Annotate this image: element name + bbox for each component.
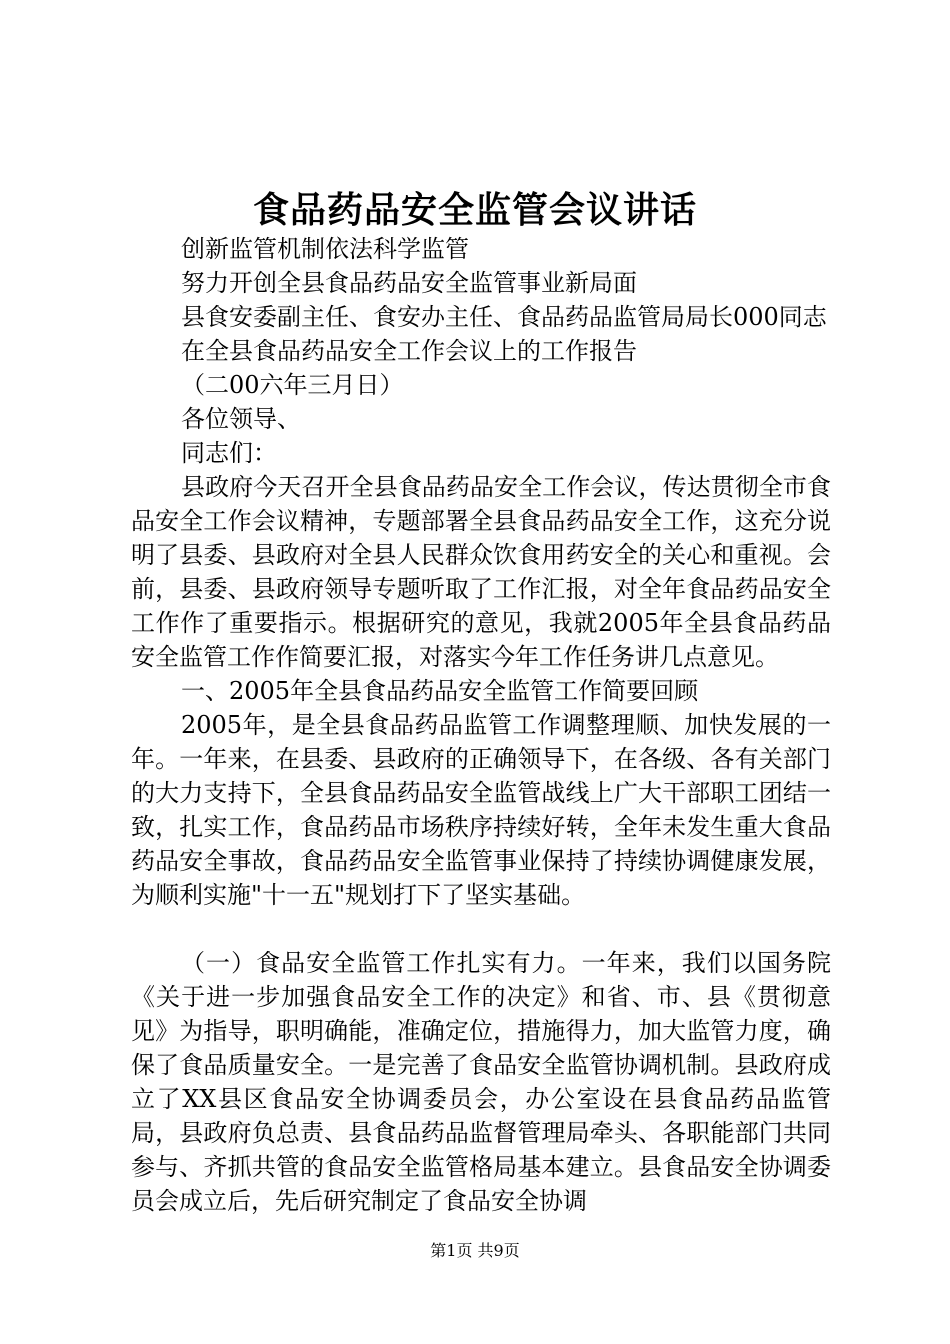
report-title-line: 在全县食品药品安全工作会议上的工作报告 [181,337,637,365]
paragraph-food-safety: （一）食品安全监管工作扎实有力。一年来，我们以国务院《关于进一步加强食品安全工作的决定》和省、市、县《贯彻意见》为指导，职明确能，准确定位，措施得力，加大监管力度，确保了食品质量安全。一是完善了食品安全监管协调机制。县政府成立了XX县区食品安全协调委员会，办公室设在县食品药品监管局，县政府负总责、县食品药品监督管理局牵头、各职能部门共同参与、齐抓共管的食品安全监管格局基本建立。县食品安全协调委员会成立后，先后研究制定了食品安全协调 [131,949,831,1215]
section-heading-1: 一、2005年全县食品药品安全监管工作简要回顾 [181,677,699,705]
salutation-2: 同志们： [181,439,277,467]
speaker-line: 县食安委副主任、食安办主任、食品药品监管局局长000同志 [181,303,827,331]
paragraph-intro: 县政府今天召开全县食品药品安全工作会议，传达贯彻全市食品安全工作会议精神，专题部署全县食品药品安全工作，这充分说明了县委、县政府对全县人民群众饮食用药安全的关心和重视。会前，县委、县政府领导专题听取了工作汇报，对全年食品药品安全工作作了重要指示。根据研究的意见，我就2005年全县食品药品安全监管工作作简要汇报，对落实今年工作任务讲几点意见。 [131,473,831,671]
subtitle-line-1: 创新监管机制依法科学监管 [181,235,469,263]
paragraph-review: 2005年，是全县食品药品监管工作调整理顺、加快发展的一年。一年来，在县委、县政府的正确领导下，在各级、各有关部门的大力支持下，全县食品药品安全监管战线上广大干部职工团结一致，扎实工作，食品药品市场秩序持续好转，全年未发生重大食品药品安全事故，食品药品安全监管事业保持了持续协调健康发展，为顺利实施"十一五"规划打下了坚实基础。 [131,711,831,909]
subtitle-line-2: 努力开创全县食品药品安全监管事业新局面 [181,269,637,297]
document-title: 食品药品安全监管会议讲话 [252,189,697,231]
salutation-1: 各位领导、 [181,405,301,433]
page-footer: 第1页 共9页 [430,1241,520,1260]
document-body [131,232,831,1218]
date-line: （二00六年三月日） [181,371,404,399]
